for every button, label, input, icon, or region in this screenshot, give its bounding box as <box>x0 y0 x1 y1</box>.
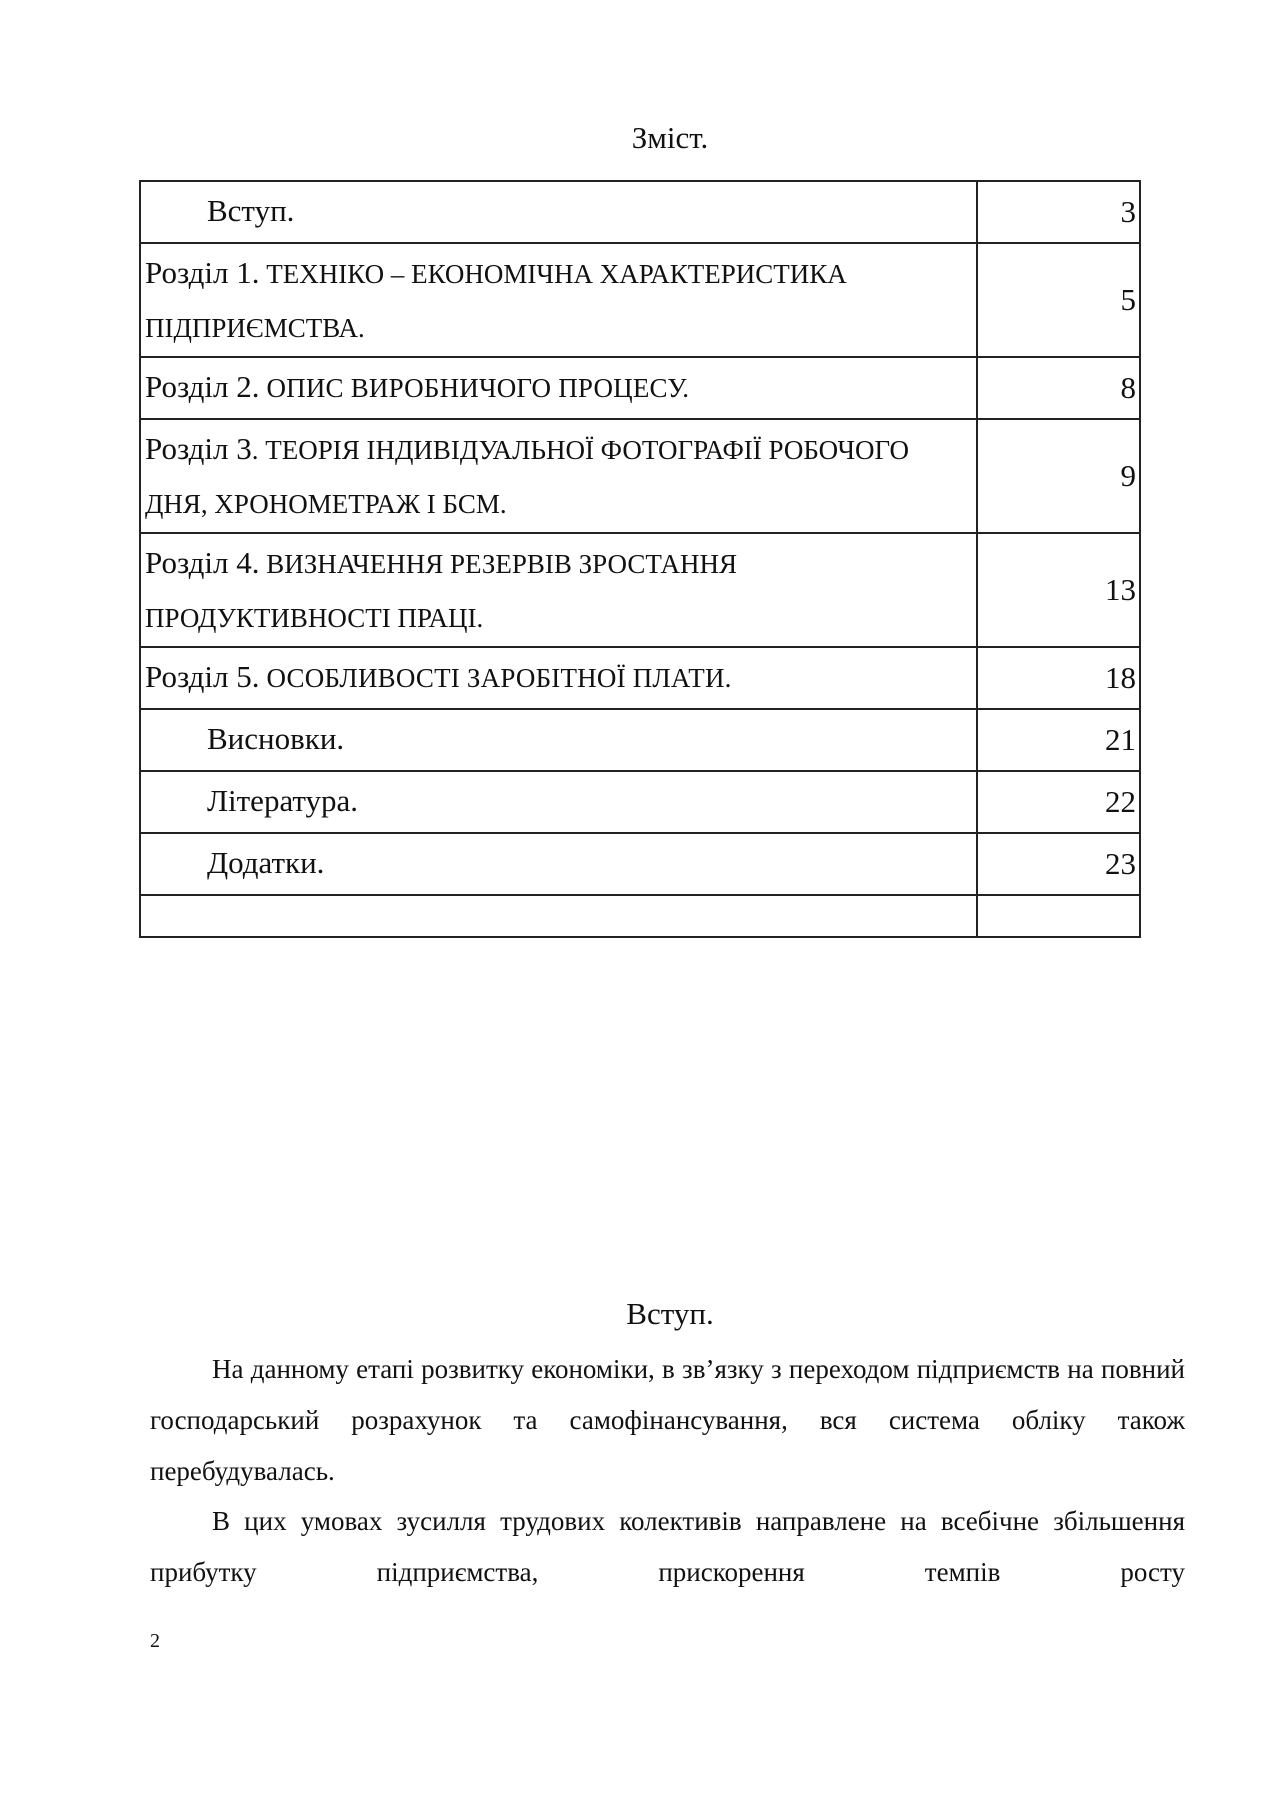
toc-row <box>140 357 1140 419</box>
toc-page-number: 5 <box>1120 282 1136 317</box>
toc-row <box>140 419 1140 533</box>
toc-page-number: 3 <box>1120 194 1136 229</box>
toc-title: Зміст. <box>631 120 709 155</box>
toc-entry-title: Вступ. <box>207 193 295 228</box>
toc-page-number: 9 <box>1120 458 1136 493</box>
toc-row <box>140 771 1140 833</box>
toc-entry-title: Висновки. <box>207 721 345 756</box>
toc-entry-title: Розділ 4. <box>145 545 260 580</box>
toc-page-number: 21 <box>1105 722 1136 757</box>
paragraph-text: В цих умовах зусилля трудових колективів направлене на всебічне збільшення прибутку підприємства, прискорення темпів росту <box>150 1506 1185 1587</box>
toc-entry-title: Розділ 2. <box>145 369 260 404</box>
toc-page-number: 22 <box>1105 784 1136 819</box>
toc-page-number: 13 <box>1105 572 1136 607</box>
toc-row <box>140 181 1140 243</box>
paragraph-text: На данному етапі розвитку економіки, в зв’язку з переходом підприємств на повний господарський розрахунок та самофінансування, вся система обліку також перебудувалась. <box>150 1354 1185 1486</box>
toc-page-number: 18 <box>1105 660 1136 695</box>
toc-entry-text: . ТЕОРІЯ ІНДИВІДУАЛЬНОЇ ФОТОГРАФІЇ РОБОЧОГО ДНЯ, ХРОНОМЕТРАЖ І БСМ. <box>145 435 909 519</box>
toc-entry-title: Розділ 1. <box>145 255 260 290</box>
toc-page-number: 8 <box>1120 370 1136 405</box>
toc-entry-title: Література. <box>207 783 359 818</box>
toc-row <box>140 533 1140 647</box>
intro-title: Вступ. <box>626 1296 714 1331</box>
toc-entry-text: ВИЗНАЧЕННЯ РЕЗЕРВІВ ЗРОСТАННЯ ПРОДУКТИВНОСТІ ПРАЦІ. <box>145 549 737 633</box>
toc-table <box>139 180 1141 938</box>
toc-entry-title: Додатки. <box>207 845 325 880</box>
toc-entry-title: Розділ 3 <box>145 431 252 466</box>
toc-row <box>140 243 1140 357</box>
toc-entry-title: Розділ 5. <box>145 659 260 694</box>
toc-row <box>140 709 1140 771</box>
toc-row <box>140 833 1140 895</box>
toc-entry-text: ОСОБЛИВОСТІ ЗАРОБІТНОЇ ПЛАТИ. <box>259 663 732 693</box>
toc-row-empty <box>140 895 1140 937</box>
intro-paragraph-2 <box>150 1496 1185 1598</box>
intro-paragraph-1 <box>150 1344 1185 1497</box>
toc-entry-text: ОПИС ВИРОБНИЧОГО ПРОЦЕСУ. <box>259 373 690 403</box>
toc-entry-text: ТЕХНІКО – ЕКОНОМІЧНА ХАРАКТЕРИСТИКА ПІДПРИЄМСТВА. <box>145 259 847 343</box>
toc-row <box>140 647 1140 709</box>
toc-page-number: 23 <box>1105 846 1136 881</box>
page-number: 2 <box>150 1630 160 1652</box>
